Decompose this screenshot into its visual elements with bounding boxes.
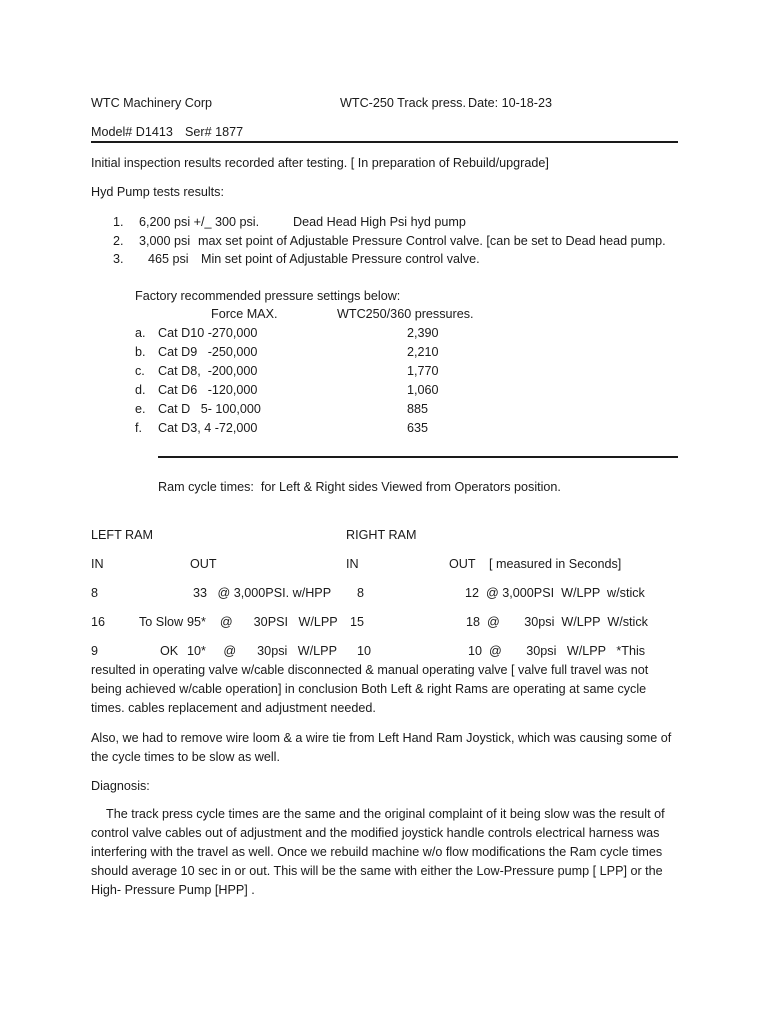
- right-out-value: 18 @ 30psi W/LPP W/stick: [466, 615, 648, 629]
- diagnosis-heading: Diagnosis:: [91, 779, 150, 793]
- row-letter: c.: [135, 364, 145, 378]
- row-machine: Cat D9 -250,000: [158, 345, 258, 359]
- right-in-value: 10: [357, 644, 372, 658]
- row-letter: b.: [135, 345, 146, 359]
- right-in-value: 15: [350, 615, 365, 629]
- row-pressure: 885: [407, 402, 429, 416]
- ram-conclusion: resulted in operating valve w/cable disconnected & manual operating valve [ valve full travel was not being achieved w/cable operation] in conclusion Both Left & right Rams are operating at same cycle times. cables replacement and adjustment needed.: [91, 663, 649, 715]
- row-letter: d.: [135, 383, 146, 397]
- diagnosis-paragraph: The track press cycle times are the same and the original complaint of it being slow was the result of control valve cables out of adjustment and the modified joystick handle controls electrical harness was interfering with the travel as well. Once we rebuild machine w/o flow modifications the Ram cycle times should average 10 sec in or out. This will be the same with either the Low-Pressure pump [ LPP] or the High- Pressure Pump [HPP] .: [91, 807, 665, 897]
- left-out-value: 95* @ 30PSI W/LPP: [187, 615, 338, 629]
- row-pressure: 2,210: [407, 345, 439, 359]
- row-machine: Cat D 5- 100,000: [158, 402, 261, 416]
- model-number: Model# D1413: [91, 125, 173, 139]
- row-pressure: 2,390: [407, 326, 439, 340]
- left-note: OK: [160, 644, 179, 658]
- column-header-pressure: WTC250/360 pressures.: [337, 307, 474, 321]
- right-out-value: 10 @ 30psi W/LPP *This: [468, 644, 646, 658]
- right-in-value: 8: [357, 586, 365, 600]
- row-letter: e.: [135, 402, 146, 416]
- row-pressure: 635: [407, 421, 429, 435]
- left-note: To Slow: [139, 615, 184, 629]
- list-value: 3,000 psi: [139, 234, 191, 248]
- list-number: 3.: [113, 252, 124, 266]
- list-number: 1.: [113, 215, 124, 229]
- right-in-header: IN: [346, 557, 359, 571]
- left-out-header: OUT: [190, 557, 217, 571]
- list-description: max set point of Adjustable Pressure Control valve. [can be set to Dead head pump.: [198, 234, 666, 248]
- row-letter: f.: [135, 421, 142, 435]
- row-letter: a.: [135, 326, 146, 340]
- row-machine: Cat D6 -120,000: [158, 383, 258, 397]
- left-in-value: 16: [91, 615, 106, 629]
- row-pressure: 1,060: [407, 383, 439, 397]
- right-out-value: 12 @ 3,000PSI W/LPP w/stick: [465, 586, 645, 600]
- company-name: WTC Machinery Corp: [91, 96, 213, 110]
- row-pressure: 1,770: [407, 364, 439, 378]
- header-divider: [91, 141, 678, 143]
- list-number: 2.: [113, 234, 124, 248]
- document-date: Date: 10-18-23: [468, 96, 553, 110]
- left-out-value: 10* @ 30psi W/LPP: [187, 644, 337, 658]
- pump-heading: Hyd Pump tests results:: [91, 185, 224, 199]
- intro-text: Initial inspection results recorded after testing. [ In preparation of Rebuild/upgrade]: [91, 156, 549, 170]
- list-description: Dead Head High Psi hyd pump: [293, 215, 466, 229]
- document-title: WTC-250 Track press.: [340, 96, 466, 110]
- section-divider: [158, 456, 678, 458]
- row-machine: Cat D8, -200,000: [158, 364, 258, 378]
- list-value: 465 psi: [148, 252, 189, 266]
- left-ram-label: LEFT RAM: [91, 528, 154, 542]
- measured-note: [ measured in Seconds]: [489, 557, 622, 571]
- factory-heading: Factory recommended pressure settings below:: [135, 289, 401, 303]
- list-value: 6,200 psi +/_ 300 psi.: [139, 215, 260, 229]
- also-paragraph: Also, we had to remove wire loom & a wire tie from Left Hand Ram Joystick, which was causing some of the cycle times to be slow as well.: [91, 731, 672, 764]
- left-out-value: 33 @ 3,000PSI. w/HPP: [193, 586, 332, 600]
- right-out-header: OUT: [449, 557, 476, 571]
- right-ram-label: RIGHT RAM: [346, 528, 417, 542]
- left-in-header: IN: [91, 557, 104, 571]
- left-in-value: 8: [91, 586, 99, 600]
- column-header-force: Force MAX.: [211, 307, 278, 321]
- list-description: Min set point of Adjustable Pressure control valve.: [201, 252, 480, 266]
- row-machine: Cat D3, 4 -72,000: [158, 421, 258, 435]
- left-in-value: 9: [91, 644, 99, 658]
- row-machine: Cat D10 -270,000: [158, 326, 258, 340]
- ram-heading: Ram cycle times: for Left & Right sides Viewed from Operators position.: [158, 480, 561, 494]
- serial-number: Ser# 1877: [185, 125, 244, 139]
